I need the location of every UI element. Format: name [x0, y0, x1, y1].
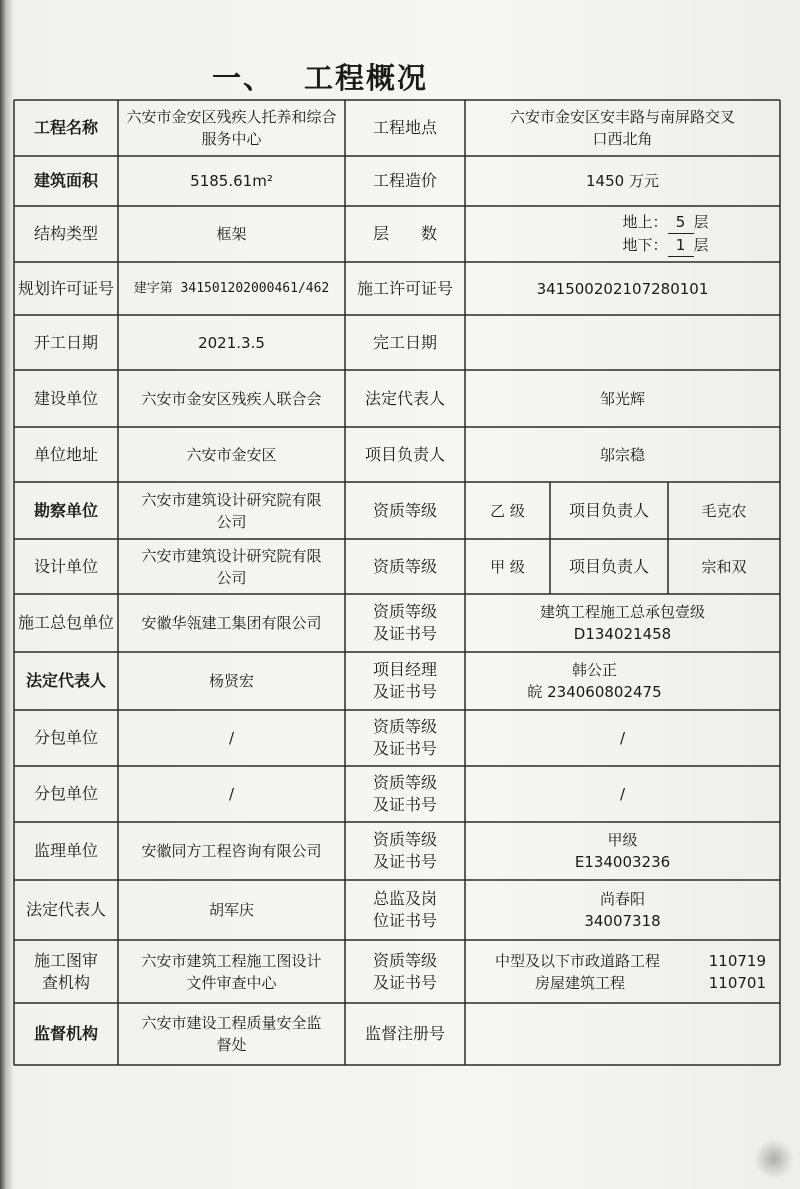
value-project-location: 六安市金安区安丰路与南屏路交叉口西北角 [509, 108, 735, 148]
value-review-grade [465, 940, 780, 1003]
value-subcontractor-2: / [228, 785, 235, 803]
label-design-project-lead: 项目负责人 [568, 556, 649, 576]
label-drawing-review-agency: 施工图审查机构 [33, 950, 98, 992]
value-floors [465, 206, 780, 262]
supervision-grade-text: 甲级 [607, 831, 638, 849]
label-chief-supervisor: 总监及岗位证书号 [372, 889, 437, 930]
value-survey-grade: 乙 级 [490, 501, 525, 520]
label-subcontractor-1: 分包单位 [33, 728, 98, 747]
label-subcontractor-1-grade: 资质等级及证书号 [372, 717, 437, 758]
chief-supervisor-certificate: 34007318 [584, 912, 661, 930]
label-structure-type: 结构类型 [33, 224, 98, 243]
label-supervision-agency: 监督机构 [33, 1024, 98, 1043]
contractor-certificate: D134021458 [573, 625, 672, 643]
label-project-cost: 工程造价 [372, 171, 437, 190]
label-supervision-legal-rep: 法定代表人 [25, 900, 106, 919]
section-number: 一、 [212, 61, 275, 95]
value-survey-project-lead: 毛克农 [701, 501, 747, 520]
value-completion-date [465, 315, 780, 370]
label-survey-project-lead: 项目负责人 [568, 500, 649, 520]
value-unit-address: 六安市金安区 [186, 445, 277, 464]
label-subcontractor-2-grade: 资质等级及证书号 [372, 773, 437, 814]
label-unit-address: 单位地址 [33, 444, 98, 464]
label-supervision-registration: 监督注册号 [364, 1024, 445, 1043]
value-building-area: 5185.61m² [190, 172, 273, 190]
value-drawing-review-agency: 六安市建筑工程施工图设计文件审查中心 [141, 951, 322, 992]
page-stain [754, 1139, 794, 1179]
value-design-grade: 甲 级 [490, 557, 525, 576]
value-general-contractor: 安徽华瓴建工集团有限公司 [141, 614, 322, 632]
value-supervision-agency: 六安市建设工程质量安全监督处 [141, 1014, 322, 1054]
label-owner-unit: 建设单位 [33, 388, 98, 408]
value-contractor-legal-rep: 杨贤宏 [208, 672, 254, 690]
label-supervision-unit: 监理单位 [33, 841, 98, 860]
label-contractor-grade: 资质等级及证书号 [372, 602, 437, 643]
label-completion-date: 完工日期 [372, 332, 437, 352]
review-grade-line-2: 房屋建筑工程 110701 [535, 973, 766, 992]
section-title: 工程概况 [304, 61, 429, 95]
value-subcontractor-1: / [228, 729, 235, 747]
label-design-unit: 设计单位 [33, 556, 98, 576]
label-project-location: 工程地点 [372, 118, 437, 137]
label-subcontractor-2: 分包单位 [33, 784, 98, 803]
value-project-cost: 1450 万元 [586, 172, 659, 190]
floors-below: 地下： 1 层 [622, 234, 708, 257]
value-owner-legal-rep: 邹光辉 [599, 389, 645, 408]
value-structure-type: 框架 [216, 225, 247, 243]
label-survey-grade: 资质等级 [372, 500, 437, 520]
project-manager-certificate: 皖 234060802475 [527, 683, 662, 701]
value-contractor-grade [465, 594, 780, 652]
label-owner-project-lead: 项目负责人 [364, 444, 445, 464]
value-survey-unit: 六安市建筑设计研究院有限公司 [141, 490, 322, 531]
contractor-grade-text: 建筑工程施工总承包壹级 [539, 603, 705, 621]
value-owner-unit: 六安市金安区残疾人联合会 [141, 389, 322, 408]
floors-above: 地上： 5 层 [622, 211, 708, 234]
label-contractor-legal-rep: 法定代表人 [25, 671, 106, 690]
value-start-date: 2021.3.5 [198, 333, 265, 352]
label-supervision-grade: 资质等级及证书号 [372, 830, 437, 871]
value-supervision-legal-rep: 胡军庆 [208, 901, 254, 919]
label-floors: 层 数 [372, 224, 437, 243]
label-building-area: 建筑面积 [33, 171, 98, 190]
value-project-name: 六安市金安区残疾人托养和综合服务中心 [126, 108, 337, 148]
supervision-certificate: E134003236 [574, 853, 671, 871]
value-construction-permit: 341500202107280101 [536, 279, 709, 298]
value-chief-supervisor [465, 880, 780, 940]
value-design-project-lead: 宗和双 [701, 557, 747, 576]
label-planning-permit: 规划许可证号 [17, 278, 114, 298]
chief-supervisor-name: 尚春阳 [599, 890, 645, 908]
value-subcontractor-1-grade: / [619, 729, 626, 747]
value-supervision-unit: 安徽同方工程咨询有限公司 [141, 842, 322, 860]
label-project-name: 工程名称 [33, 118, 98, 137]
value-subcontractor-2-grade: / [619, 785, 626, 803]
review-grade-line-1: 中型及以下市政道路工程 110719 [495, 951, 766, 970]
label-general-contractor: 施工总包单位 [17, 613, 114, 632]
label-construction-permit: 施工许可证号 [357, 278, 454, 298]
value-supervision-grade [465, 822, 780, 880]
value-supervision-registration [465, 1003, 780, 1065]
label-owner-legal-rep: 法定代表人 [364, 388, 445, 408]
label-start-date: 开工日期 [33, 332, 98, 352]
label-survey-unit: 勘察单位 [33, 500, 98, 520]
value-owner-project-lead: 邬宗稳 [599, 445, 645, 464]
value-planning-permit: 建字第 341501202000461/462 [133, 280, 330, 296]
label-review-grade: 资质等级及证书号 [372, 950, 437, 992]
value-design-unit: 六安市建筑设计研究院有限公司 [141, 546, 322, 587]
project-manager-name: 韩公正 [571, 661, 617, 679]
value-project-manager [465, 652, 780, 710]
label-design-grade: 资质等级 [372, 556, 437, 576]
label-project-manager: 项目经理及证书号 [372, 660, 437, 701]
